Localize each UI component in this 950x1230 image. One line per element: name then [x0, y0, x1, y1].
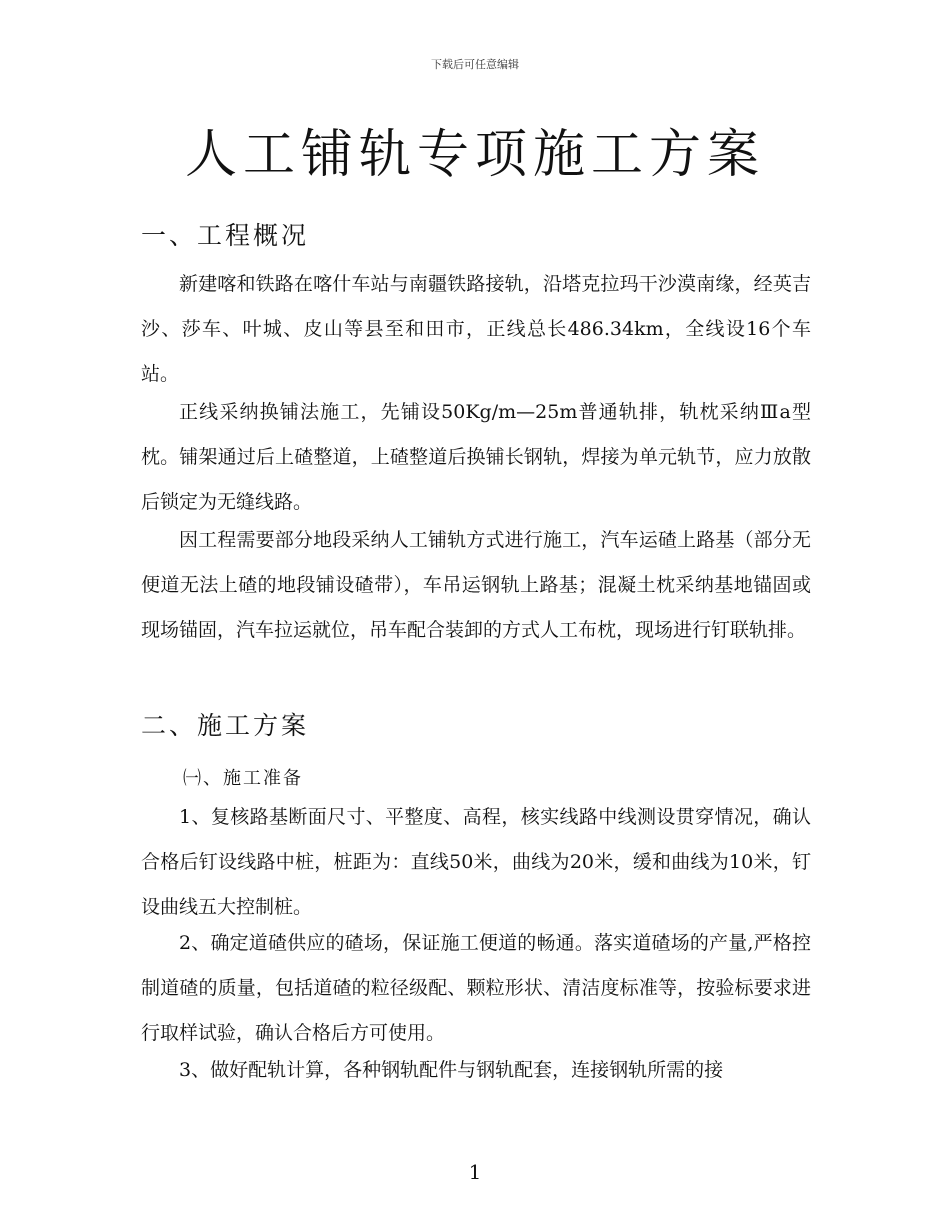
section-heading-plan: 二、施工方案: [141, 711, 310, 740]
section-heading-overview: 一、工程概况: [141, 221, 310, 250]
document-title: 人工铺轨专项施工方案: [184, 125, 765, 185]
paragraph-overview-3: 因工程需要部分地段采纳人工铺轨方式进行施工，汽车运碴上路基（部分无便道无法上碴的地段铺设碴带），车吊运钢轨上路基；混凝土枕采纳基地锚固或现场锚固，汽车拉运就位，吊车配合装卸的方式人工布枕，现场进行钉联轨排。: [141, 529, 811, 641]
subsection-heading-preparation: ㈠、施工准备: [183, 768, 303, 789]
paragraph-plan-2: 2、确定道碴供应的碴场，保证施工便道的畅通。落实道碴场的产量,严格控制道碴的质量，包括道碴的粒径级配、颗粒形状、清洁度标准等，按验标要求进行取样试验，确认合格后方可使用。: [141, 932, 811, 1044]
page-number: 1: [468, 1160, 482, 1184]
paragraph-plan-1: 1、复核路基断面尺寸、平整度、高程，核实线路中线测设贯穿情况，确认合格后钉设线路中桩，桩距为：直线50米，曲线为20米，缓和曲线为10米，钉设曲线五大控制桩。: [141, 806, 811, 918]
paragraph-overview-1: 新建喀和铁路在喀什车站与南疆铁路接轨，沿塔克拉玛干沙漠南缘，经英吉沙、莎车、叶城、皮山等县至和田市，正线总长486.34km，全线设16个车站。: [141, 273, 811, 385]
header-note: 下载后可任意编辑: [431, 58, 519, 71]
paragraph-plan-3: 3、做好配轨计算，各种钢轨配件与钢轨配套，连接钢轨所需的接: [179, 1059, 724, 1081]
paragraph-overview-2: 正线采纳换铺法施工，先铺设50Kg/m—25m普通轨排，轨枕采纳Ⅲa型枕。铺架通过后上碴整道，上碴整道后换铺长钢轨，焊接为单元轨节，应力放散后锁定为无缝线路。: [141, 401, 811, 513]
